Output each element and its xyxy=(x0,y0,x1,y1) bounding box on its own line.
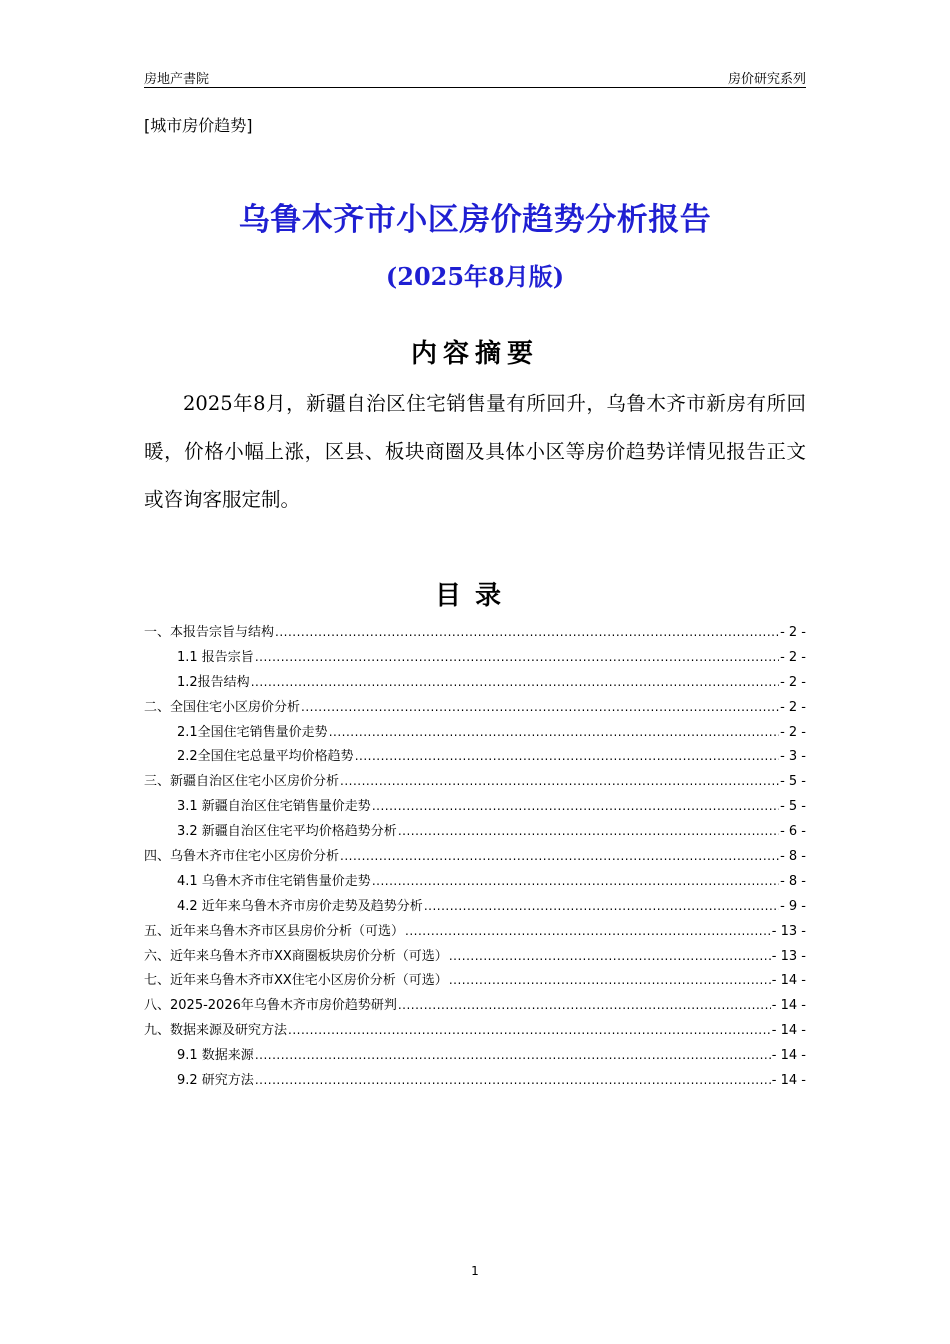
toc-leader-dots xyxy=(255,1068,771,1093)
toc-entry-page: - 14 - xyxy=(771,973,806,989)
toc-leader-dots xyxy=(405,919,771,944)
toc-entry-page: - 9 - xyxy=(780,898,806,914)
toc-entry-page: - 2 - xyxy=(780,724,806,740)
toc-entry[interactable] xyxy=(144,1043,806,1068)
toc-leader-dots xyxy=(372,794,779,819)
toc-entry[interactable] xyxy=(144,993,806,1018)
toc-heading: 目录 xyxy=(434,581,515,611)
toc-entry-label: 九、数据来源及研究方法 xyxy=(144,1023,288,1039)
toc-entry-label: 三、新疆自治区住宅小区房价分析 xyxy=(144,774,340,790)
toc-entry-page: - 13 - xyxy=(771,948,806,964)
toc-entry-label: 9.2 研究方法 xyxy=(177,1073,254,1089)
toc-entry[interactable] xyxy=(144,894,806,919)
toc-entry[interactable] xyxy=(144,968,806,993)
toc-entry[interactable] xyxy=(144,1018,806,1043)
toc-entry[interactable] xyxy=(144,620,806,645)
toc-entry-label: 3.2 新疆自治区住宅平均价格趋势分析 xyxy=(177,824,397,840)
toc-entry[interactable] xyxy=(144,819,806,844)
toc-leader-dots xyxy=(449,968,771,993)
toc-entry-page: - 8 - xyxy=(780,849,806,865)
toc-entry-label: 四、乌鲁木齐市住宅小区房价分析 xyxy=(144,849,340,865)
toc-entry-page: - 6 - xyxy=(780,824,806,840)
toc-entry-label: 2.2全国住宅总量平均价格趋势 xyxy=(177,749,354,765)
toc-entry-label: 1.1 报告宗旨 xyxy=(177,649,254,665)
toc-leader-dots xyxy=(372,869,779,894)
header-left-text: 房地产書院 xyxy=(144,72,210,87)
toc-entry-label: 一、本报告宗旨与结构 xyxy=(144,625,275,640)
toc-entry[interactable] xyxy=(144,695,806,720)
toc-entry[interactable] xyxy=(144,670,806,695)
toc-entry-page: - 3 - xyxy=(780,749,806,765)
toc-leader-dots xyxy=(340,769,779,794)
toc-leader-dots xyxy=(301,695,779,720)
page-number: 1 xyxy=(471,1264,479,1278)
toc-leader-dots xyxy=(355,744,779,769)
toc-entry-page: - 5 - xyxy=(780,774,806,790)
toc-entry-label: 七、近年来乌鲁木齐市XX住宅小区房价分析（可选） xyxy=(144,973,448,989)
toc-entry-label: 9.1 数据来源 xyxy=(177,1048,254,1064)
toc-leader-dots xyxy=(288,1018,771,1043)
toc-entry[interactable] xyxy=(144,919,806,944)
toc-entry-label: 二、全国住宅小区房价分析 xyxy=(144,699,301,715)
toc-leader-dots xyxy=(398,819,779,844)
header-rule xyxy=(144,87,806,88)
toc-entry-label: 4.1 乌鲁木齐市住宅销售量价走势 xyxy=(177,873,371,889)
toc-entry[interactable] xyxy=(144,645,806,670)
abstract-body: 2025年8月，新疆自治区住宅销售量有所回升，乌鲁木齐市新房有所回暖，价格小幅上涨，区县、板块商圈及具体小区等房价趋势详情见报告正文或咨询客服定制。 xyxy=(144,392,806,511)
toc-entry-page: - 14 - xyxy=(771,1048,806,1064)
toc-entry-page: - 2 - xyxy=(780,625,806,640)
toc-entry-label: 4.2 近年来乌鲁木齐市房价走势及趋势分析 xyxy=(177,898,423,914)
toc-entry-page: - 5 - xyxy=(780,799,806,815)
toc-entry-label: 1.2报告结构 xyxy=(177,674,250,690)
toc-entry-page: - 8 - xyxy=(780,873,806,889)
toc-entry-page: - 13 - xyxy=(771,923,806,939)
toc-entry[interactable] xyxy=(144,869,806,894)
toc-leader-dots xyxy=(255,645,779,670)
toc-entry-page: - 14 - xyxy=(771,1073,806,1089)
toc-leader-dots xyxy=(398,993,771,1018)
toc-entry[interactable] xyxy=(144,944,806,969)
toc-entry-label: 八、2025-2026年乌鲁木齐市房价趋势研判 xyxy=(144,998,397,1014)
toc-entry[interactable] xyxy=(144,744,806,769)
toc-entry-page: - 2 - xyxy=(780,699,806,715)
toc-entry-page: - 14 - xyxy=(771,1023,806,1039)
toc-leader-dots xyxy=(255,1043,771,1068)
toc-entry[interactable] xyxy=(144,794,806,819)
toc-entry-page: - 14 - xyxy=(771,998,806,1014)
toc-entry-page: - 2 - xyxy=(780,674,806,690)
toc-entry-label: 2.1全国住宅销售量价走势 xyxy=(177,724,328,740)
report-edition: (2025年8月版) xyxy=(385,262,565,291)
abstract-heading: 内容摘要 xyxy=(410,339,539,369)
toc-entry[interactable] xyxy=(144,769,806,794)
toc-leader-dots xyxy=(424,894,779,919)
toc-entry[interactable] xyxy=(144,1068,806,1093)
toc-entry-page: - 2 - xyxy=(780,649,806,665)
toc-entry[interactable] xyxy=(144,844,806,869)
toc-leader-dots xyxy=(329,720,779,745)
category-tag: [城市房价趋势] xyxy=(144,116,253,135)
toc-entry-label: 五、近年来乌鲁木齐市区县房价分析（可选） xyxy=(144,923,405,939)
toc-leader-dots xyxy=(275,620,779,645)
toc-entry-label: 3.1 新疆自治区住宅销售量价走势 xyxy=(177,799,371,815)
header-right-text: 房价研究系列 xyxy=(727,72,806,87)
toc-entry[interactable] xyxy=(144,720,806,745)
report-title: 乌鲁木齐市小区房价趋势分析报告 xyxy=(238,202,712,238)
table-of-contents xyxy=(144,620,806,1093)
toc-leader-dots xyxy=(340,844,779,869)
toc-entry-label: 六、近年来乌鲁木齐市XX商圈板块房价分析（可选） xyxy=(144,948,448,964)
toc-leader-dots xyxy=(449,944,771,969)
toc-leader-dots xyxy=(251,670,779,695)
